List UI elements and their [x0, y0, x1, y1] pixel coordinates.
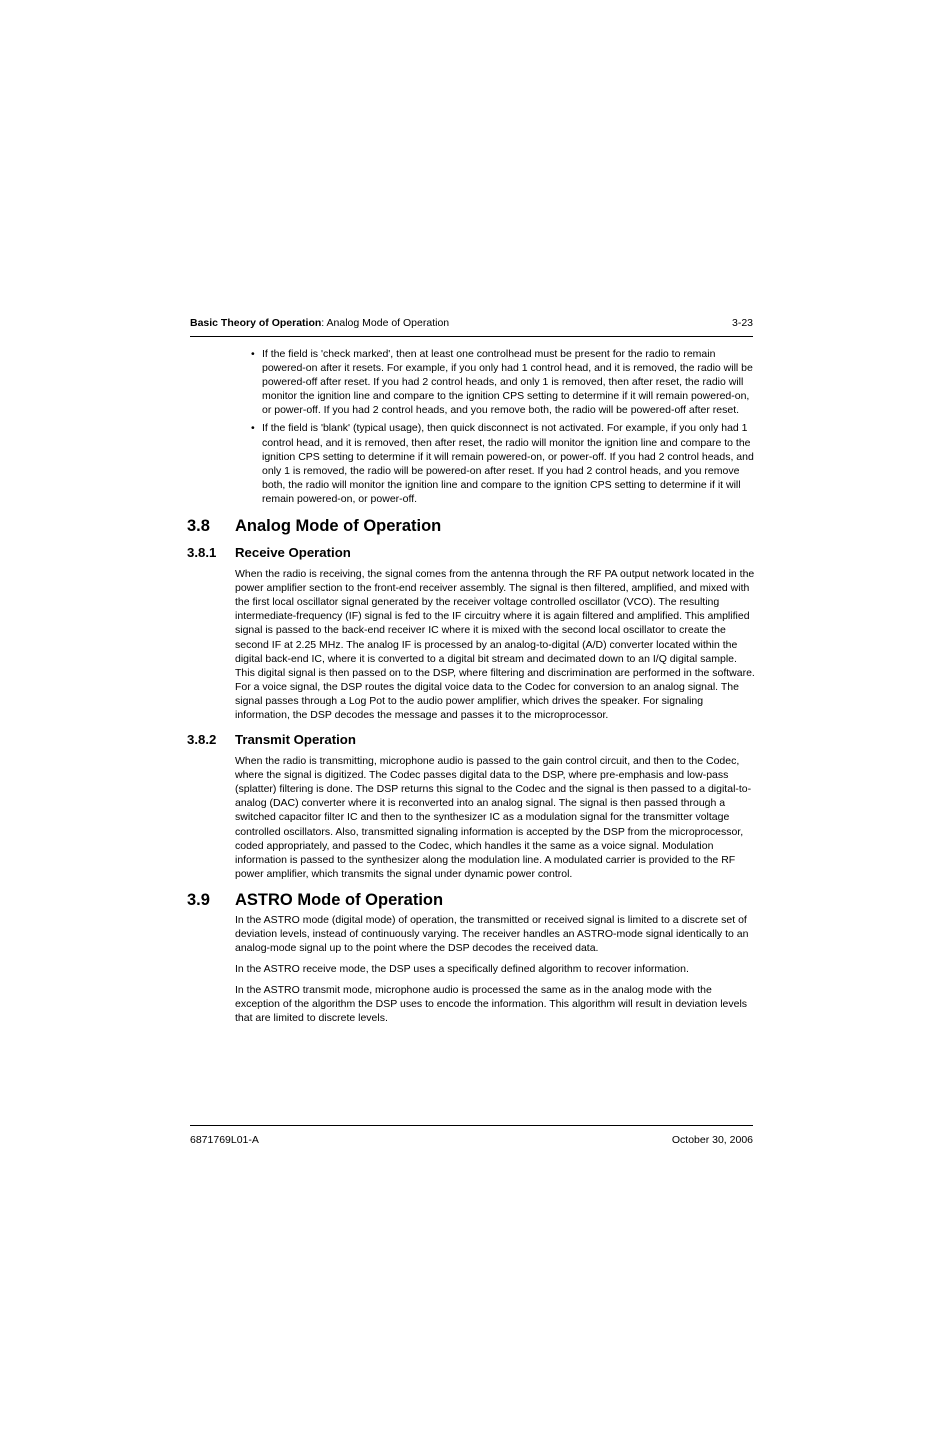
- bullet-list: [251, 347, 754, 506]
- section-heading-3-8-1: [0, 545, 926, 565]
- header-page-number: 3-23: [731, 317, 753, 329]
- bullet-item: [251, 421, 754, 506]
- bullet-icon: •: [251, 422, 255, 435]
- transmit-paragraph: When the radio is transmitting, microphone audio is passed to the gain control circuit, and then to the Codec, where the signal is digitized. The Codec passes digital data to the DSP, where pre-emphasis and low-pass (splatter) filtering is done. The DSP returns this signal to the Codec and the signal is then passed to a digital-to-analog (DAC) converter where it is reconverted into an analog signal. The signal is then passed through a switched capacitor filter IC and then to the synthesizer IC as a modulation signal for the transmitter voltage controlled oscillators. Also, transmitted signaling information is accepted by the DSP from the microprocessor, coded appropriately, and passed to the Codec, which handles it the same as a voice signal. Modulation information is passed to the synthesizer along the modulation line. A modulated carrier is provided to the RF power amplifier, which transmits the signal under dynamic power control.: [235, 755, 752, 880]
- section-title: Receive Operation: [235, 545, 351, 561]
- astro-paragraph-3: In the ASTRO transmit mode, microphone audio is processed the same as in the analog mode with the exception of the algorithm the DSP uses to encode the information. This algorithm will result in deviation levels that are limited to discrete levels.: [235, 984, 748, 1025]
- bullet-text: If the field is 'blank' (typical usage), then quick disconnect is not activated. For example, if you only had 1 control head, and it is removed, then after reset, the radio will monitor the ignition line and compare to the ignition CPS setting to determine if it will remain powered-on, or power-off. If you had 2 control heads, and only 1 is removed, the radio will be powered-on after reset. If you had 2 control heads, and you remove both, the radio will monitor the ignition line and compare to the ignition CPS setting to determine if it will remain powered-on, or power-off.: [262, 422, 754, 505]
- section-heading-3-8-2: [0, 732, 926, 752]
- receive-paragraph: When the radio is receiving, the signal comes from the antenna through the RF PA output network located in the power amplifier section to the front-end receiver assembly. The signal is then filtered, amplified, and mixed with the first local oscillator signal generated by the receiver voltage controlled oscillator (VCO). The resulting intermediate-frequency (IF) signal is fed to the IF circuitry where it is again filtered and amplified. This amplified signal is passed to the back-end receiver IC where it is mixed with the second local oscillator to create the second IF at 2.25 MHz. The analog IF is processed by an analog-to-digital (A/D) converter located within the digital back-end IC, where it is converted to a digital bit stream and decimated down to an I/Q digital sample. This digital signal is then passed on to the DSP, where filtering and discrimination are performed in the software. For a voice signal, the DSP routes the digital voice data to the Codec for conversion to an analog signal. The signal passes through a Log Pot to the audio power amplifier, which drives the speaker. For signaling information, the DSP decodes the message and passes it to the microprocessor.: [235, 568, 755, 721]
- section-number: 3.8: [187, 517, 210, 536]
- astro-paragraph-2: In the ASTRO receive mode, the DSP uses a specifically defined algorithm to recover information.: [235, 963, 689, 976]
- section-heading-3-8: [0, 517, 926, 539]
- section-title: Analog Mode of Operation: [235, 517, 442, 536]
- page-header: [190, 316, 753, 337]
- bullet-icon: •: [251, 348, 255, 360]
- section-number: 3.8.1: [187, 545, 217, 561]
- bullet-text: If the field is 'check marked', then at least one controlhead must be present for the radio to remain powered-on after it resets. For example, if you only had 1 control head, and it is removed, the radio will be powered-off after reset. If you had 2 control heads, and only 1 is removed, then after reset, the radio will monitor the ignition line and compare to the ignition CPS setting to determine if it will remain powered-on, or power-off. If you had 2 control heads, and you remove both, the radio will be powered-off after reset.: [262, 348, 753, 417]
- section-number: 3.9: [187, 890, 210, 909]
- section-title: ASTRO Mode of Operation: [235, 890, 444, 909]
- section-heading-3-9: [0, 891, 926, 913]
- section-title: Transmit Operation: [235, 732, 356, 748]
- page-footer: [190, 1125, 753, 1146]
- footer-date: October 30, 2006: [671, 1134, 753, 1146]
- page-content: [0, 347, 926, 1026]
- header-chapter-rest: : Analog Mode of Operation: [321, 317, 450, 329]
- header-chapter: [190, 317, 449, 329]
- bullet-item: [251, 347, 754, 417]
- header-chapter-bold: Basic Theory of Operation: [190, 317, 322, 329]
- section-number: 3.8.2: [187, 732, 217, 748]
- footer-doc-number: 6871769L01-A: [190, 1134, 259, 1146]
- astro-paragraph-1: In the ASTRO mode (digital mode) of operation, the transmitted or received signal is limited to a discrete set of deviation levels, instead of continuously varying. The receiver handles an ASTRO-mode signal identically to an analog-mode signal up to the point where the DSP decodes the received data.: [235, 913, 749, 955]
